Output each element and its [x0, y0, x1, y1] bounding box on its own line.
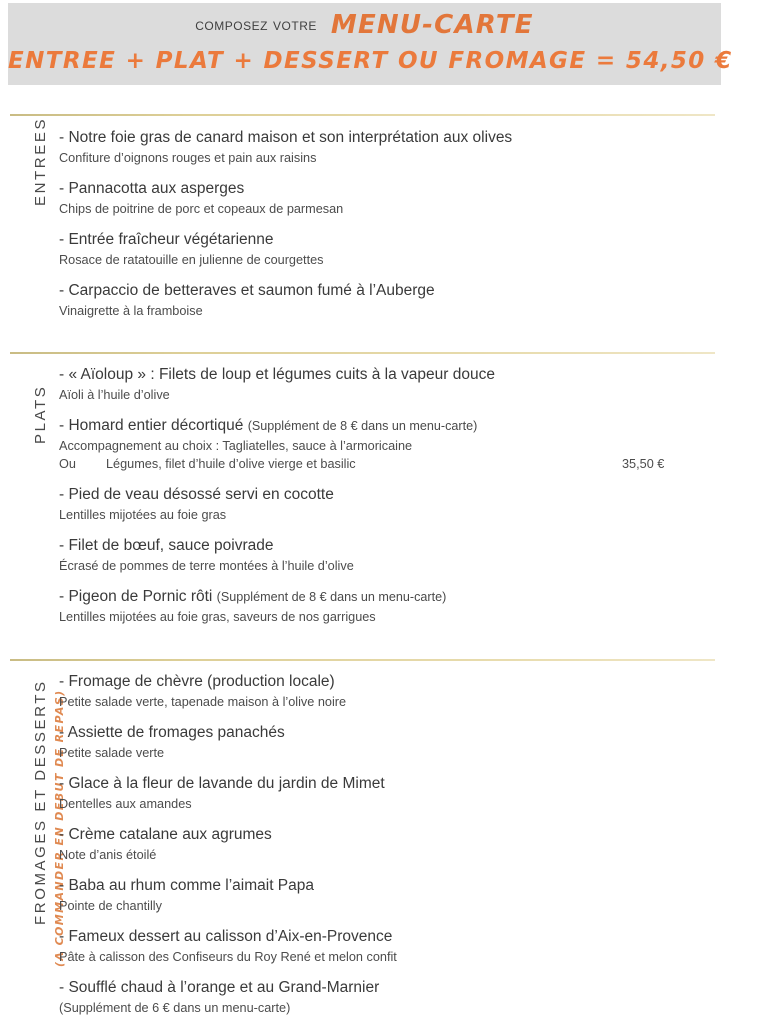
menu-item-description: Pâte à calisson des Confiseurs du Roy René et melon confit — [59, 949, 397, 964]
menu-item-description-alt — [0, 455, 759, 473]
menu-item — [0, 365, 759, 404]
section-divider-entrees-plats — [10, 352, 715, 354]
menu-item-title — [0, 927, 759, 948]
menu-item-name: - Homard entier décortiqué — [59, 416, 244, 434]
section-note-order-at-start: (A COMMANDER EN DEBUT DE REPAS) — [53, 689, 66, 967]
compose-label: composez votre — [195, 15, 317, 34]
menu-item-description: (Supplément de 6 € dans un menu-carte) — [59, 1000, 291, 1015]
menu-item-description: Lentilles mijotées au foie gras, saveurs de nos garrigues — [59, 609, 376, 624]
menu-item-supplement: (Supplément de 8 € dans un menu-carte) — [216, 589, 447, 604]
menu-item-description: Dentelles aux amandes — [59, 796, 192, 811]
section-fromages-desserts — [0, 672, 759, 1029]
menu-item-name: - Crème catalane aux agrumes — [59, 825, 272, 843]
section-label-fromages-desserts: FROMAGES ET DESSERTS — [32, 679, 49, 925]
menu-item-description: Petite salade verte, tapenade maison à l’olive noire — [59, 694, 347, 709]
menu-item-alt-prefix: Ou — [59, 456, 76, 471]
menu-item-title — [0, 587, 759, 608]
menu-item — [0, 281, 759, 320]
section-divider-top — [10, 114, 715, 116]
menu-item-title — [0, 774, 759, 795]
menu-item-name: - Pigeon de Pornic rôti — [59, 587, 213, 605]
section-divider-plats-desserts — [10, 659, 715, 661]
menu-item-name: - Entrée fraîcheur végétarienne — [59, 230, 274, 248]
menu-item-title — [0, 281, 759, 302]
menu-item-title — [0, 825, 759, 846]
menu-item-description: Chips de poitrine de porc et copeaux de parmesan — [59, 201, 344, 216]
menu-item-name: - Pannacotta aux asperges — [59, 179, 245, 197]
menu-item-title — [0, 230, 759, 251]
menu-item-name: - Carpaccio de betteraves et saumon fumé à l’Auberge — [59, 281, 435, 299]
menu-item-title — [0, 876, 759, 897]
menu-item-name: - Filet de bœuf, sauce poivrade — [59, 536, 274, 554]
menu-item — [0, 774, 759, 813]
menu-item-description: Rosace de ratatouille en julienne de courgettes — [59, 252, 324, 267]
menu-item-name: - Pied de veau désossé servi en cocotte — [59, 485, 334, 503]
menu-item-description: Confiture d’oignons rouges et pain aux raisins — [59, 150, 317, 165]
menu-item-description: Accompagnement au choix : Tagliatelles, sauce à l’armoricaine — [59, 438, 413, 453]
header-title-line — [8, 12, 721, 38]
menu-item-description: Note d’anis étoilé — [59, 847, 157, 862]
menu-item-description: Aïoli à l’huile d’olive — [59, 387, 170, 402]
menu-item — [0, 128, 759, 167]
menu-item-name: - Notre foie gras de canard maison et son interprétation aux olives — [59, 129, 513, 146]
menu-item-title — [0, 365, 759, 386]
section-label-entrees: ENTREES — [32, 116, 49, 206]
menu-item — [0, 927, 759, 966]
menu-item-name: - Fameux dessert au calisson d’Aix-en-Provence — [59, 927, 393, 945]
menu-item — [0, 179, 759, 218]
menu-item — [0, 825, 759, 864]
menu-item-alt-text: Légumes, filet d’huile d’olive vierge et basilic — [106, 456, 356, 471]
menu-item-description: Lentilles mijotées au foie gras — [59, 507, 227, 522]
menu-item-name: - Assiette de fromages panachés — [59, 723, 285, 741]
menu-item-description: Petite salade verte — [59, 745, 165, 760]
menu-item — [0, 672, 759, 711]
menu-item — [0, 416, 759, 473]
menu-carte-title: MENU-CARTE — [330, 10, 534, 40]
menu-item — [0, 876, 759, 915]
menu-item-description: Vinaigrette à la framboise — [59, 303, 203, 318]
menu-item-name: - Baba au rhum comme l’aimait Papa — [59, 876, 315, 894]
menu-item-title — [0, 128, 759, 149]
section-entrees — [0, 128, 759, 332]
menu-item-supplement: (Supplément de 8 € dans un menu-carte) — [247, 418, 478, 433]
menu-item-name: - Soufflé chaud à l’orange et au Grand-Marnier — [59, 978, 380, 996]
menu-item-title — [0, 536, 759, 557]
menu-item — [0, 978, 759, 1017]
menu-item-title — [0, 485, 759, 506]
menu-item-title — [0, 978, 759, 999]
section-plats — [0, 365, 759, 638]
menu-item-title — [0, 179, 759, 200]
menu-item-name: - « Aïoloup » : Filets de loup et légumes cuits à la vapeur douce — [59, 366, 495, 383]
menu-item-title — [0, 723, 759, 744]
menu-item — [0, 587, 759, 626]
menu-item-description: Écrasé de pommes de terre montées à l’huile d’olive — [59, 558, 354, 573]
menu-header-banner — [8, 3, 733, 85]
menu-item-name: - Fromage de chèvre (production locale) — [59, 673, 335, 690]
section-label-plats: PLATS — [32, 384, 49, 444]
formula-price-line: ENTREE + PLAT + DESSERT OU FROMAGE = 54,50 € — [8, 48, 733, 74]
menu-item — [0, 230, 759, 269]
menu-item — [0, 485, 759, 524]
menu-item-price: 35,50 € — [622, 456, 665, 471]
menu-item-title — [0, 416, 759, 437]
menu-item-description: Pointe de chantilly — [59, 898, 162, 913]
menu-item-name: - Glace à la fleur de lavande du jardin de Mimet — [59, 774, 385, 792]
menu-item-title — [0, 672, 759, 693]
menu-item — [0, 723, 759, 762]
menu-item — [0, 536, 759, 575]
